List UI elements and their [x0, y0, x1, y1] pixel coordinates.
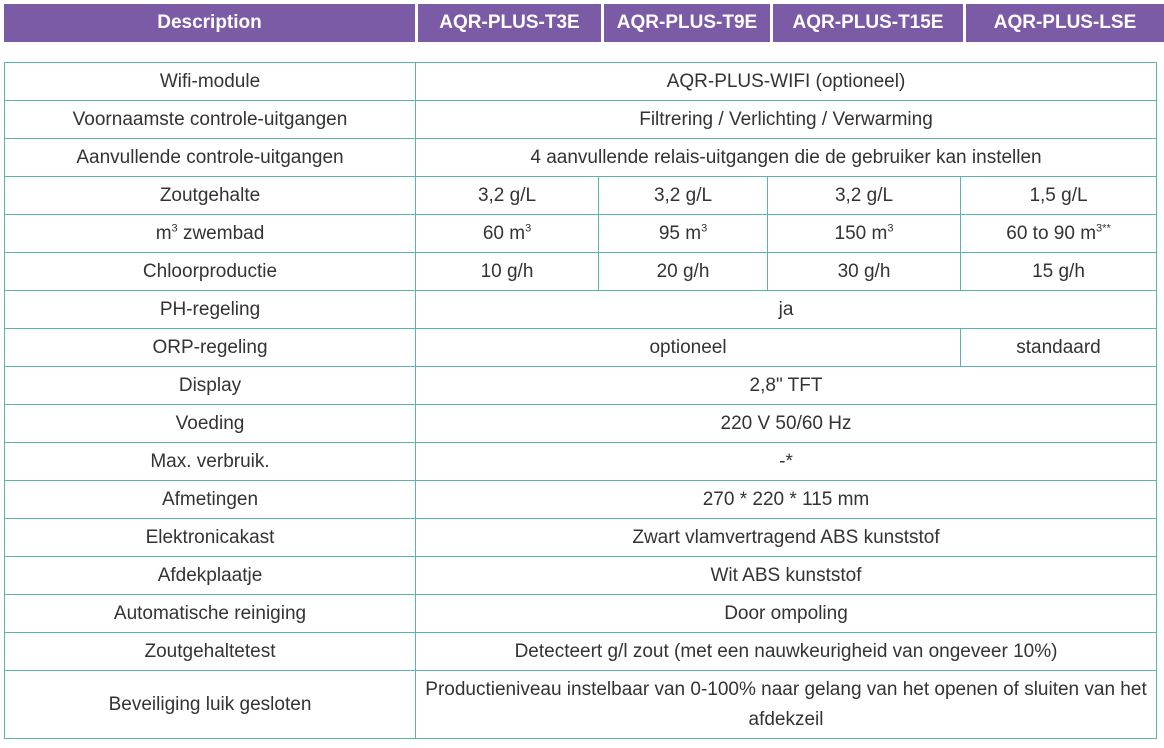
row-label: Chloorproductie	[5, 253, 416, 291]
value-lse: 60 to 90 $m^{3**}$	[961, 215, 1157, 253]
row-ph	[5, 291, 1157, 329]
row-salinity	[5, 177, 1157, 215]
row-label: PH-regeling	[5, 291, 416, 329]
row-label: Afdekplaatje	[5, 557, 416, 595]
row-label: Beveiliging luik gesloten	[5, 671, 416, 739]
value-t15e: 30 g/h	[768, 253, 961, 291]
value-t9e: 95 $m^3$	[599, 215, 768, 253]
row-label: Aanvullende controle-uitgangen	[5, 139, 416, 177]
value-standard: standaard	[961, 329, 1157, 367]
value-t3e: 3,2 g/L	[416, 177, 599, 215]
row-value: Door ompoling	[416, 595, 1157, 633]
value-lse: 15 g/h	[961, 253, 1157, 291]
header-model-lse: AQR-PLUS-LSE	[966, 4, 1164, 42]
row-main-outputs	[5, 101, 1157, 139]
row-label: Zoutgehalte	[5, 177, 416, 215]
row-label: Elektronicakast	[5, 519, 416, 557]
row-value: 220 V 50/60 Hz	[416, 405, 1157, 443]
row-casing	[5, 519, 1157, 557]
header-row	[4, 4, 1164, 42]
row-label: Display	[5, 367, 416, 405]
row-label: Voornaamste controle-uitgangen	[5, 101, 416, 139]
header-description: Description	[4, 4, 418, 42]
row-chlorine	[5, 253, 1157, 291]
row-power	[5, 405, 1157, 443]
value-t9e: 20 g/h	[599, 253, 768, 291]
row-salt-test	[5, 633, 1157, 671]
value-t15e: 3,2 g/L	[768, 177, 961, 215]
row-pool-volume	[5, 215, 1157, 253]
row-orp	[5, 329, 1157, 367]
value-optional: optioneel	[416, 329, 961, 367]
row-label: Automatische reiniging	[5, 595, 416, 633]
row-value: Filtrering / Verlichting / Verwarming	[416, 101, 1157, 139]
row-value: Productieniveau instelbaar van 0-100% naar gelang van het openen of sluiten van het afdekzeil	[416, 671, 1157, 739]
header-model-t3e: AQR-PLUS-T3E	[418, 4, 604, 42]
spec-table	[4, 62, 1157, 739]
row-cover-safety	[5, 671, 1157, 739]
row-value: Detecteert g/l zout (met een nauwkeurigheid van ongeveer 10%)	[416, 633, 1157, 671]
row-value: Wit ABS kunststof	[416, 557, 1157, 595]
row-value: 2,8" TFT	[416, 367, 1157, 405]
row-wifi	[5, 63, 1157, 101]
row-value: Zwart vlamvertragend ABS kunststof	[416, 519, 1157, 557]
row-label: Max. verbruik.	[5, 443, 416, 481]
row-display	[5, 367, 1157, 405]
row-value: 270 * 220 * 115 mm	[416, 481, 1157, 519]
row-label: $m^3$ zwembad	[5, 215, 416, 253]
row-label: Zoutgehaltetest	[5, 633, 416, 671]
row-label: Wifi-module	[5, 63, 416, 101]
row-consumption	[5, 443, 1157, 481]
row-value: ja	[416, 291, 1157, 329]
row-label: Voeding	[5, 405, 416, 443]
row-value: 4 aanvullende relais-uitgangen die de gebruiker kan instellen	[416, 139, 1157, 177]
row-value: -*	[416, 443, 1157, 481]
row-value: AQR-PLUS-WIFI (optioneel)	[416, 63, 1157, 101]
row-extra-outputs	[5, 139, 1157, 177]
row-label: Afmetingen	[5, 481, 416, 519]
value-lse: 1,5 g/L	[961, 177, 1157, 215]
row-dimensions	[5, 481, 1157, 519]
value-t3e: 60 $m^3$	[416, 215, 599, 253]
value-t15e: 150 $m^3$	[768, 215, 961, 253]
header-model-t9e: AQR-PLUS-T9E	[604, 4, 773, 42]
row-cleaning	[5, 595, 1157, 633]
header-model-t15e: AQR-PLUS-T15E	[773, 4, 966, 42]
value-t9e: 3,2 g/L	[599, 177, 768, 215]
row-label: ORP-regeling	[5, 329, 416, 367]
header-table	[4, 4, 1164, 42]
row-cover-plate	[5, 557, 1157, 595]
value-t3e: 10 g/h	[416, 253, 599, 291]
